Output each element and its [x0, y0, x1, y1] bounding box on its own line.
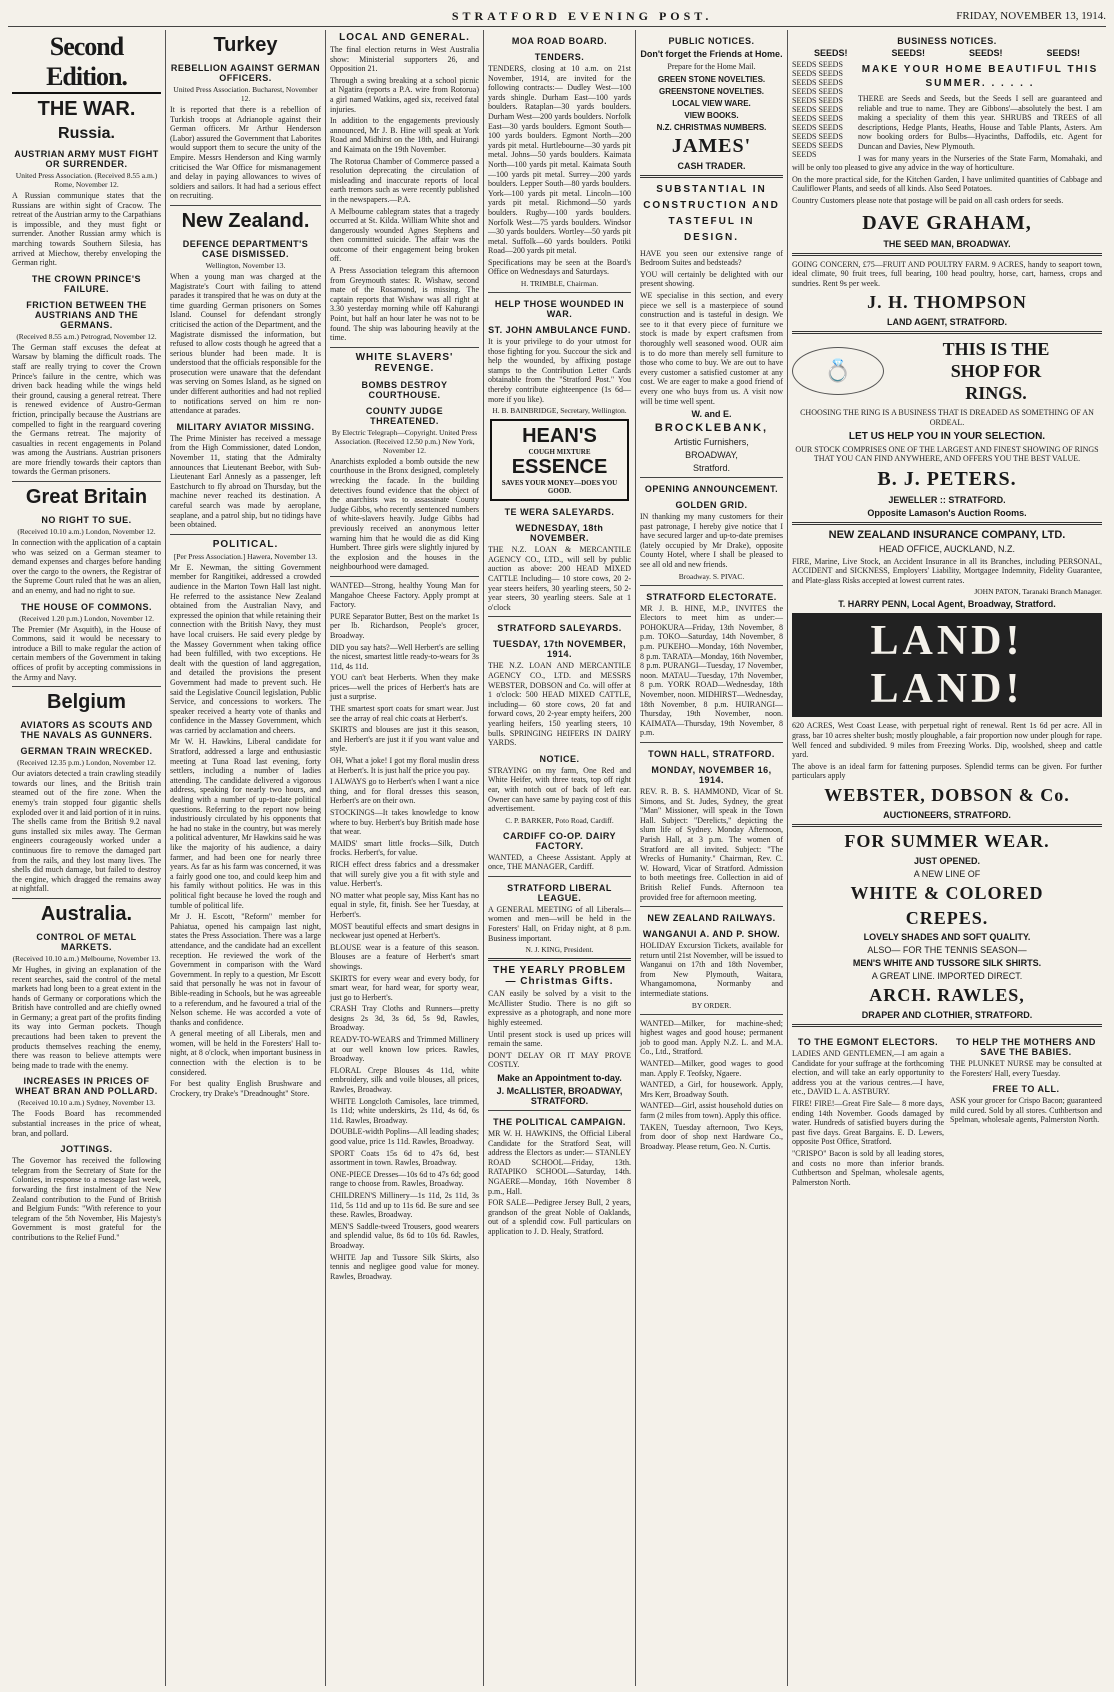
classified-ad: READY-TO-WEARS and Trimmed Millinery at our well known low prices. Rawles, Broadway.: [330, 1035, 479, 1064]
notice-heading: CARDIFF CO-OP. DAIRY FACTORY.: [502, 830, 616, 851]
ad-line: Don't forget the Friends at Home.: [640, 49, 783, 59]
column-6: [788, 30, 1106, 1686]
classified-ad: PURE Separator Butter, Best on the market 1s per lb. Richardson, People's grocer, Broadway.: [330, 611, 479, 640]
notice-body: IN thanking my many customers for their past patronage, I hereby give notice that I have secured larger and up-to-date premises (lately occupied by Mr Drake), opposite County Hotel, where I shall be pleased to see all old and new friends.: [640, 512, 783, 570]
ad-heading: RINGS.: [965, 383, 1027, 404]
notice-heading: NEW ZEALAND RAILWAYS.: [647, 913, 776, 924]
ad-body: GOING CONCERN, £75—FRUIT AND POULTRY FARM. 9 ACRES, handy to seaport town, ideal climate, 90 fruit trees, full bearing, 100 head poultry, horse, cart, harness, crops and sundries. Rent 9s per week.: [792, 259, 1102, 288]
article-body: The Rotorua Chamber of Commerce passed a resolution deprecating the circulation of misleading and inaccurate reports of local earth tremors such as were recently published in the newspapers.—P.A.: [330, 156, 479, 204]
notice-heading: THE POLITICAL CAMPAIGN.: [493, 1117, 626, 1127]
notice-body: "CRISPO" Bacon is sold by all leading stores, and costs no more than inferior brands. Cuthbertson and Spelman, wholesale agents, Palmerston North.: [792, 1148, 944, 1187]
ad-line: THE SEED MAN, BROADWAY.: [883, 238, 1011, 249]
australia-heading: Australia.: [40, 902, 133, 925]
notice-heading: STRATFORD SALEYARDS.: [497, 623, 622, 634]
article-body: A Press Association telegram this afternoon from Greymouth states: R. Wishaw, second mate of the Rosamond, is missing. The captain reports that Wishaw was all right at 3.30 yesterday morning while off Kahurangi Point, but half an hour later he was not to be found. The ship was labouring heavily at the time.: [330, 266, 479, 343]
local-general-heading: LOCAL AND GENERAL.: [339, 32, 470, 43]
article-body: The Premier (Mr Asquith), in the House of Commons, said it would be necessary to introduce a Bill to make regular the action of certain members of the Government in taking offices of profit by accepting commissions in the Army and Navy.: [12, 624, 161, 682]
signature: H. B. BAINBRIDGE, Secretary, Wellington.: [492, 406, 627, 416]
ad-line: ALSO— FOR THE TENNIS SEASON—: [867, 945, 1027, 956]
article-body: The German staff excuses the defeat at Warsaw by blaming the difficult roads. The staff are really trying to cover the Crown Prince's failure in the centre, which was driven back heading while the wings held their ground, causing a general retreat. There is renewed evidence of Austro-German friction, principally because the Austrians are compelled to fight in the rearguard covering the Germans retreat. The majority of casualties in recent engagements in Poland was among the Austrians. Austrian prisoners are more friendly towards their captors than towards the German prisoners.: [12, 342, 161, 477]
ad-line: MEN'S WHITE AND TUSSORE SILK SHIRTS.: [852, 958, 1042, 969]
column-5: [636, 30, 788, 1686]
seeds-label: SEEDS!: [891, 48, 925, 58]
notice-heading: TO HELP THE MOTHERS AND SAVE THE BABIES.: [956, 1037, 1096, 1058]
ad-line: LAND AGENT, STRATFORD.: [887, 317, 1007, 328]
ad-body: THERE are Seeds and Seeds, but the Seeds I sell are guaranteed and reliable and true to name. They are Gibbons'—absolutely the best. I am making a speciality of them this year. SHRUBS and TREES of all descriptions, Hedge Plants, Heaths, House and Table Plants, Asters. Am now booking orders for Bulbs—Hyacinths, Daffodils, etc. Agent for Duncan and Davies, New Plymouth.: [858, 94, 1102, 151]
ad-line: N.Z. CHRISTMAS NUMBERS.: [656, 122, 767, 132]
business-notices-heading: BUSINESS NOTICES.: [897, 36, 997, 46]
notice-body: FOR SALE—Pedigree Jersey Bull, 2 years, grandson of the great Noble of Oaklands, out of a splendid cow. Full particulars on application to J. D. Healy, Stratford.: [488, 1198, 631, 1236]
seeds-label: SEEDS!: [1046, 48, 1080, 58]
ad-line: LOVELY SHADES AND SOFT QUALITY.: [863, 932, 1031, 943]
ad-body: WE specialise in this section, and every piece we sell is a masterpiece of sound construction and is tasteful in design. We see to it that every piece of furniture we stock is made by expert craftsmen from thoroughly well seasoned wood. OUR aim is to do more than merely sell furniture to those who come to buy. We are out to have every customer a satisfied customer at any cost. We are eager to make a good friend of every one who buys from us. A visit now will be time well spent.: [640, 290, 783, 406]
signature: Broadway. S. PIVAC.: [678, 571, 745, 581]
ad-line: A NEW LINE OF: [913, 869, 981, 880]
notice-emphasis: Make an Appointment to-day.: [497, 1073, 622, 1083]
ad-line: HEAD OFFICE, AUCKLAND, N.Z.: [878, 543, 1016, 554]
dateline: (Received 10.10 a.m.) Melbourne, November 13.: [12, 953, 161, 963]
notice-body: MR W. H. HAWKINS, the Official Liberal Candidate for the Stratford Seat, will address the Electors as under:— STANLEY ROAD SCHOOL—Friday, 13th. RATAPIKO SCHOOL—Saturday, 14th. NGAERE—Monday, 16th November 8 p.m., Hall.: [488, 1129, 631, 1196]
column-3: [326, 30, 484, 1686]
ad-brand: CASH TRADER.: [677, 160, 746, 171]
notice-body: HOLIDAY Excursion Tickets, available for return until 21st November, will be issued to Wanganui on 17th and 18th November, from New Plymouth, Waitara, Whangamomona, Normanby and intermediate stations.: [640, 941, 783, 999]
notice-body: DON'T DELAY OR IT MAY PROVE COSTLY.: [488, 1050, 631, 1070]
dateline: United Press Association. (Received 8.55 a.m.) Rome, November 12.: [15, 171, 158, 189]
article-body: Mr Hughes, in giving an explanation of the recent searches, said the control of the metal markets had long been to a great extent in the hands of Germany or corporations which the British have controlled and are chiefly owned in Germany; a great part of the profits finding its way into German pockets. Though precautions had been taken to prevent the products themselves reaching the enemy, there was reason to believe attempts were being made to trade with the enemy.: [12, 964, 161, 1070]
classified-ad: CHILDREN'S Millinery—1s 11d, 2s 11d, 3s 11d, 5s 11d and up to 11s 6d. Be sure and see these. Rawles, Broadway.: [330, 1190, 479, 1220]
classified-ad: RICH effect dress fabrics and a dressmaker that will surely give you a fit with style and value. Herbert's.: [330, 859, 479, 889]
classified-ad: TAKEN, Tuesday afternoon, Two Keys, from door of shop next Hardware Co., Broadway. Please return, Geo. N. Curtis.: [640, 1122, 783, 1151]
bottom-notices: [792, 1031, 1102, 1189]
ad-body: The above is an ideal farm for fattening purposes. Splendid terms can be given. For further particulars apply: [792, 761, 1102, 781]
notice-body: REV. R. B. S. HAMMOND, Vicar of St. Simons, and St. Judes, Sydney, the great "Man" Missioner, will speak in the Town Hall. Subject: "Derelicts," depicting the slum life of Sydney. Monday Afternoon, Parish Hall, at 3 p.m. The women of Stratford are all invited. Subject: "The Wrecks of Humanity." Chairman, Rev. C. W. Howard, Vicar of Stratford. Admission to both meetings free. Collection in aid of British Relief Funds. Afternoon tea provided free for afternoon meeting.: [640, 786, 783, 902]
ad-brand: ARCH. RAWLES,: [869, 985, 1025, 1006]
article-body: In connection with the application of a captain who was seized on a German steamer to demand expenses and charges before handing over the cargo to the owners, the Registrar of the Supreme Court ruled that he was an alien, and an enemy, and had no right to sue.: [12, 538, 161, 596]
ad-heading: LET US HELP YOU IN YOUR SELECTION.: [848, 430, 1046, 442]
bottom-right: [950, 1031, 1102, 1189]
issue-date: FRIDAY, NOVEMBER 13, 1914.: [956, 10, 1106, 22]
ad-body: FIRE, Marine, Live Stock, an Accident Insurance in all its Branches, including PERSONAL, ACCIDENT and SICKNESS, Employers' Liability, Mortgagee Indemnity, Fidelity Guarantee, and Plate-glass Risks accepted at lowest current rates.: [792, 556, 1102, 585]
notice-heading: WEDNESDAY, 18th NOVEMBER.: [515, 523, 604, 544]
article-headline: FRICTION BETWEEN THE AUSTRIANS AND THE GERMANS.: [26, 299, 147, 330]
notice-body: ASK your grocer for Crispo Bacon; guaranteed mild cured. Sold by all stores. Cuthbertson and Spelman, wholesale agents, Palmerston North.: [950, 1096, 1102, 1125]
notice-heading: TENDERS.: [534, 52, 585, 62]
ad-brand: ESSENCE: [511, 456, 608, 479]
ad-brand: HEAN'S: [522, 425, 597, 448]
article-body: It is reported that there is a rebellion of Turkish troops at Adrianople against their German officers. Mr Arthur Henderson (Labor) assured the Government that Laborites would support them to secure the unity of the Empire. Messrs Henderson and King warmly criticised the War Office for mismanagement and delay in paying allowances to wives of soldiers and sailors. It had had a serious effect on recruiting.: [170, 105, 321, 201]
ad-body: On the more practical side, for the Kitchen Garden, I have unlimited quantities of Cabbage and Cauliflower Plants, and seeds of all kinds. Also Seed Potatoes.: [792, 174, 1102, 194]
article-body: A general meeting of all Liberals, men and women, will be held in the Foresters' Hall to-night, at 8 o'clock, when important business in connection with the election is to be considered.: [170, 1029, 321, 1077]
ad-slogan: SAVES YOUR MONEY—DOES YOU GOOD.: [501, 479, 618, 496]
notice-heading: HELP THOSE WOUNDED IN WAR.: [494, 299, 625, 320]
masthead: [8, 6, 1106, 27]
ad-line: GREEN STONE NOVELTIES.: [657, 74, 766, 84]
notice-body: THE N.Z. LOAN & MERCANTILE AGENCY CO., LTD., will sell by public auction as above: 200 HEAD MIXED CATTLE Including— 10 store cows, 20 2-year steers heifers, 30 yearling steers, 50 2-year steers, 30 yearling steers. Sale at 1 o'clock: [488, 545, 631, 612]
ad-heading: SUBSTANTIAL IN CONSTRUCTION AND TASTEFUL IN DESIGN.: [643, 183, 780, 243]
classified-ad: WHITE Jap and Tussore Silk Skirts, also tennis and negligee good value for money. Rawles, Broadway.: [330, 1252, 479, 1281]
signature: J. McALLISTER, BROADWAY, STRATFORD.: [496, 1086, 623, 1106]
classified-ad: FLORAL Crepe Blouses 4s 11d, white embroidery, silk and voile blouses, all prices, Rawles, Broadway.: [330, 1065, 479, 1095]
ad-heading: FOR SUMMER WEAR.: [844, 831, 1050, 852]
ad-line: Artistic Furnishers,: [674, 437, 749, 448]
article-headline: DEFENCE DEPARTMENT'S CASE DISMISSED.: [182, 238, 309, 259]
article-headline: MILITARY AVIATOR MISSING.: [176, 421, 315, 432]
great-britain-heading: Great Britain: [25, 486, 148, 509]
classified-ad: BLOUSE wear is a feature of this season. Blouses are a feature of Herbert's smart showings.: [330, 942, 479, 971]
dateline: (Received 10.10 a.m.) Sydney, November 13.: [18, 1098, 155, 1108]
notice-body: FIRE! FIRE!—Great Fire Sale— 8 more days, ending 14th November. Goods damaged by water. Hundreds of satisfied buyers during the past five days. Great Bargains. E. D. Lewers, opposite Post Office, Stratford.: [792, 1099, 944, 1147]
classified-ad: WHITE Longcloth Camisoles, lace trimmed, 1s 11d; white underskirts, 2s 11d, 4s 6d, 6s 11d. Rawles, Broadway.: [330, 1096, 479, 1125]
classified-ad: WANTED—Milker, good wages to good man. Apply F. Teofsky, Ngaere.: [640, 1059, 783, 1078]
article-body: In addition to the engagements previously announced, Mr J. B. Hine will speak at York Road and Midhirst on the 18th, and Huirangi and Kaimata on the 19th November.: [330, 116, 479, 154]
article-body: Mr W. H. Hawkins, Liberal candidate for Stratford, addressed a large and enthusiastic meeting at Tuna Road last evening, forty settlers, including a number of ladies attending. The candidate delivered a vigorous address, speaking for nearly two hours, and dealing with a number of up-to-date political questions. Referring to the report now being industriously circulated by his opponents that he had no stake in the country, but was merely a political adventurer, Mr Hawkins said he was like the majority of his audience, a dairy farmer, and had been one for nearly three years. As far as his farm was concerned, it was a fairly good one too, and could keep him and his family without politics. He was in this political fight because he loved the rough and tumble of political life.: [170, 737, 321, 910]
ad-brand: W. and E.: [691, 409, 732, 420]
classified-ad: MEN'S Saddle-tweed Trousers, good wearers and splendid value, 8s 6d to 10s 6d. Rawles, Broadway.: [330, 1221, 479, 1250]
article-body: Mr E. Newman, the sitting Government member for Rangitikei, addressed a crowded audience in the Marton Town Hall last night. He referred to the assistance New Zealand obtained from the Australian Navy, and expressed the opinion that while retaining their connection with the British Navy, they must have local cruisers. He said every pledge by the Massey Government when taking office had been fulfilled, with two exceptions. He dealt with the question of land aggregation, and detailed the provisions the present Government had made to prevent such. He said the Legislative Council legislation, Public Service, and concessions to workers. The speaker received a hearty vote of thanks and confidence in the Massey Government, which was carried by acclamation and cheers.: [170, 562, 321, 735]
new-zealand-heading: New Zealand.: [181, 209, 310, 232]
notice-body: THE PLUNKET NURSE may be consulted at the Foresters' Hall, every Tuesday.: [950, 1059, 1102, 1078]
notice-heading: WANGANUI A. AND P. SHOW.: [642, 929, 781, 940]
seeds-header: [792, 48, 1102, 58]
ad-line: JUST OPENED.: [913, 856, 980, 867]
notice-body: STRAYING on my farm, One Red and White Heifer, with three teats, top off right ear, with notch out of back of left ear. Owner can have same by paying cost of this advertisement.: [488, 765, 631, 814]
seeds-label: SEEDS!: [968, 48, 1003, 58]
classified-ad: DOUBLE-width Poplins—All leading shades; good value, price 1s 11d. Rawles, Broadway.: [330, 1127, 479, 1146]
article-body: When a young man was charged at the Magistrate's Court with failing to attend parades it transpired that he was on duty at the time guarding German prisoners on Somes Island. Counsel for defendant strongly criticised the action of the Department, and the Magistrate dismissed the information, but refused to allow costs though he agreed that a serious blunder had been made. It is understood that the officials responsible for the prosecution were unaware that the defendant was serving on Somes Island, as he signed on under different authorities and had not replied to notifications served on him re non-attendance at parades.: [170, 271, 321, 416]
column-4: [484, 30, 636, 1686]
notice-heading: NOTICE.: [539, 753, 580, 764]
classified-ad: STOCKINGS—It takes knowledge to know where to buy. Herbert's buy British made hose that wear.: [330, 808, 479, 837]
column-1: [8, 30, 166, 1686]
dateline: [Per Press Association.] Hawera, November 13.: [173, 551, 318, 561]
ad-line: DRAPER AND CLOTHIER, STRATFORD.: [861, 1010, 1033, 1021]
ad-line: GREENSTONE NOVELTIES.: [658, 86, 765, 96]
signature: JOHN PATON, Taranaki Branch Manager.: [974, 587, 1102, 597]
ad-body: Country Customers please note that postage will be paid on all cash orders for seeds.: [792, 195, 1064, 205]
ad-line: A GREAT LINE. IMPORTED DIRECT.: [871, 971, 1023, 982]
article-body: Anarchists exploded a bomb outside the new courthouse in the Bronx designed, completely wrecking the facade. In the building detectives found evidence that the object of the anarchists was to assassinate County Judge Gibbs, who recently sentenced numbers of white-slavers heavily. Judge Gibbs had previously received an anonymous letter warning him that he would die as did King Humbert. Three girls were slightly injured by the explosion and the houses in the neighbourhood were damaged.: [330, 456, 479, 572]
notice-body: CAN easily be solved by a visit to the McAllister Studio. There is no gift so expressive as a photograph, and none more highly esteemed.: [488, 989, 631, 1028]
notice-heading: MOA ROAD BOARD.: [511, 36, 608, 46]
ad-body: YOU will certainly be delighted with our present showing.: [640, 269, 783, 289]
article-headline: AVIATORS AS SCOUTS AND THE NAVALS AS GUNNERS.: [20, 720, 153, 741]
ring-icon: 💍: [792, 347, 884, 395]
article-headline: THE HOUSE OF COMMONS.: [20, 601, 152, 612]
article-body: A Melbourne cablegram states that a tragedy occurred at St. Kilda. William White shot and dangerously wounded Agnes Stephens and then committed suicide. The affair was the outcome of their engagement being broken off.: [330, 206, 479, 264]
ad-line: Stratford.: [692, 463, 730, 474]
notice-body: It is your privilege to do your utmost for those fighting for you. Succour the sick and help the wounded, by affixing postage stamps to the Contribution Letter Cards obtainable from the "Stratford Post." You thereby contribute eighteenpence (1s 6d—more if you like).: [488, 337, 631, 404]
notice-heading: FREE TO ALL.: [992, 1084, 1060, 1095]
seeds-column: SEEDS SEEDS SEEDS SEEDS SEEDS SEEDS SEEDS SEEDS SEEDS SEEDS SEEDS SEEDS SEEDS SEEDS SEEDS SEEDS SEEDS SEEDS SEEDS SEEDS SEEDS: [792, 60, 843, 159]
ad-line: Prepare for the Home Mail.: [667, 62, 756, 71]
notice-body: Until present stock is used up prices will remain the same.: [488, 1029, 631, 1049]
ad-heading: WHITE & COLORED: [850, 883, 1044, 904]
classified-ad: NO matter what people say, Miss Kant has no equal in style, fit, finish. See her Tuesday, at Herbert's.: [330, 890, 479, 919]
article-headline: JOTTINGS.: [60, 1144, 113, 1155]
ad-line: T. HARRY PENN, Local Agent, Broadway, Stratford.: [838, 599, 1056, 610]
war-heading: THE WAR.: [37, 98, 136, 120]
classified-ad: WANTED—Milker, for machine-shed; highest wages and good house; permanent job to good man. Apply N.Z. L. and M.A. Co., Ltd., Stratford.: [640, 1018, 783, 1057]
ad-line: JEWELLER :: STRATFORD.: [888, 494, 1006, 505]
notice-body: TENDERS, closing at 10 a.m. on 21st November, 1914, are invited for the following contracts:— Dudley West—100 yards shingle. Durham East—100 yards boulders. Rataplan—30 yards boulders. Durham West—200 yards boulders. Norfolk East—30 yards boulders. Egmont South—100 yards boulders. Egmont North—200 yards pit metal. Hurtlebourne—30 yards pit metal. Johns—50 yards boulders. Kaimata North—100 yards pit metal. Kaimata South—100 yards pit metal. Surrey—200 yards boulders. Lepper South—80 yards boulders. York—100 yards pit metal. Lincoln—100 yards pit metal. Richmond—50 yards boulders. Rugby—100 yards boulders. Norfolk West—75 yards boulders. Windsor—30 yards boulders. Wortley—50 yards pit metal. Suffolk—60 yards boulders. Potiki Road—200 yards pit metal.: [488, 64, 631, 256]
classified-ad: OH, What a joke! I got my floral muslin dress at Herbert's. It is just half the price you pay.: [330, 756, 479, 775]
dateline: United Press Association. Bucharest, November 12.: [173, 85, 318, 103]
article-headline: NO RIGHT TO SUE.: [41, 515, 132, 526]
notice-heading: ST. JOHN AMBULANCE FUND.: [488, 325, 631, 336]
article-body: The Governor has received the following telegram from the Secretary of State for the Colonies, in response to a message last week, forwarding the first instalment of the New Zealand contribution to the Fund of British and Belgium Funds: "With reference to your telegram of the 5th November, His Majesty's Government is most grateful for the contributions to the Relief Fund.": [12, 1156, 161, 1242]
article-headline: WHITE SLAVERS' REVENGE.: [355, 351, 454, 374]
notice-body: MR J. B. HINE, M.P., INVITES the Electors to meet him as under:— POHOKURA—Friday, 13th November, 8 p.m. TOKO—Saturday, 14th November, 8 p.m. PUKEHO—Monday, 16th November, 8 p.m. TARATA—Monday, 16th November, 8 p.m. PURANGI—Tuesday, 17 November, noon. MATAU—Tuesday, 17th November, 8 p.m. YORK ROAD—Wednesday, 18th November, noon. MIDHIRST—Wednesday, 18th November, 8 p.m. HUIRANGI—Thursday, 19th November, noon. KAIMATA—Thursday, 19th November, 8 p.m.: [640, 603, 783, 738]
article-body: The final election returns in West Australia show: Ministerial supporters 26, and Opposition 21.: [330, 45, 479, 74]
edition-heading: Second Edition.: [12, 32, 161, 94]
ad-brand: JAMES': [671, 134, 752, 157]
notice-heading: STRATFORD LIBERAL LEAGUE.: [507, 882, 612, 903]
notice-body: LADIES AND GENTLEMEN,—I am again a Candidate for your suffrage at the forthcoming election, and will take an early opportunity to address you at the various centres.—I have, etc., DAVID L. A. ASTBURY.: [792, 1049, 944, 1097]
notice-heading: TO THE EGMONT ELECTORS.: [797, 1037, 939, 1048]
ad-body: CHOOSING THE RING IS A BUSINESS THAT IS DREADED AS SOMETHING OF AN ORDEAL.: [800, 408, 1094, 427]
article-headline: CONTROL OF METAL MARKETS.: [36, 931, 137, 952]
political-heading: POLITICAL.: [212, 538, 279, 550]
article-headline: INCREASES IN PRICES OF WHEAT BRAN AND POLLARD.: [15, 1076, 158, 1097]
bottom-left: [792, 1031, 944, 1189]
ad-brand: J. H. THOMPSON: [867, 292, 1027, 313]
signature: H. TRIMBLE, Chairman.: [520, 279, 599, 289]
notice-body: A GENERAL MEETING of all Liberals—women and men—will be held in the Foresters' Hall, on Friday night, at 8 p.m. Business important.: [488, 904, 631, 943]
article-body: For best quality English Brushware and Crockery, try Drake's "Dreadnought" Store.: [170, 1079, 321, 1098]
ad-heading: MAKE YOUR HOME BEAUTIFUL THIS SUMMER. . . . . .: [861, 64, 1099, 89]
article-body: The Foods Board has recommended substantial increases in the price of wheat, bran, and pollard.: [12, 1109, 161, 1138]
ad-heading: THIS IS THE: [942, 339, 1050, 360]
notice-heading: TUESDAY, 17th NOVEMBER, 1914.: [492, 639, 627, 660]
dateline: (Received 1.20 p.m.) London, November 12.: [19, 613, 154, 623]
article-body: Our aviators detected a train crawling steadily towards our lines, and the British train steamed out of the fire zone. When the enemy's train stopped four gigantic shells exploded over it and laid portion of it in ruins. The shells came from the British 9.2 naval guns installed six miles away. The German engineers courageously worked under a continuous fire to remove the damaged part from the rails, and they lost many lives. The shells did much damage, but failed to destroy the engine, which dragged the remains away at nightfall.: [12, 769, 161, 894]
dateline: (Received 10.10 a.m.) London, November 12.: [17, 527, 156, 537]
turkey-heading: Turkey: [213, 34, 278, 56]
article-headline: THE CROWN PRINCE'S FAILURE.: [31, 273, 142, 294]
ad-brand: WEBSTER, DOBSON & Co.: [824, 785, 1070, 806]
article-body: Through a swing breaking at a school picnic at Ngatira (reports a P.A. wire from Rotorua) a girl named Watkins, aged six, received fatal injuries.: [330, 75, 479, 114]
notice-heading: TE WERA SALEYARDS.: [504, 507, 615, 518]
seeds-label: SEEDS!: [813, 48, 848, 58]
ad-line: AUCTIONEERS, STRATFORD.: [883, 810, 1011, 821]
dateline: By Electric Telegraph—Copyright. United Press Association. (Received 12.50 p.m.) New York, November 12.: [331, 427, 478, 455]
ad-brand: DAVE GRAHAM,: [862, 211, 1032, 234]
newspaper-title: STRATFORD EVENING POST.: [451, 8, 713, 23]
dateline: (Received 12.35 p.m.) London, November 12.: [17, 758, 156, 768]
signature: N. J. KING, President.: [525, 945, 594, 955]
notice-heading: OPENING ANNOUNCEMENT.: [644, 484, 779, 495]
classified-ad: WANTED, a Girl, for housework. Apply, Mrs Kerr, Broadway South.: [640, 1080, 783, 1099]
notice-heading: MONDAY, NOVEMBER 16, 1914.: [651, 764, 772, 785]
ad-brand: BROCKLEBANK,: [654, 422, 769, 435]
classified-ad: THE smartest sport coats for smart wear. Just see the array of real chic coats at Herbert's.: [330, 704, 479, 723]
ad-brand: B. J. PETERS.: [877, 467, 1017, 490]
notice-body: Specifications may be seen at the Board's Office on Wednesdays and Saturdays.: [488, 257, 631, 277]
signature: BY ORDER.: [691, 1000, 732, 1010]
classified-ad: WANTED—Girl, assist household duties on farm (2 miles from town). Apply this office.: [640, 1101, 783, 1120]
notice-heading: GOLDEN GRID.: [675, 500, 748, 511]
ad-line: Opposite Lamason's Auction Rooms.: [867, 507, 1027, 518]
column-2: [166, 30, 326, 1686]
ad-heading: CREPES.: [905, 908, 989, 929]
classified-ad: SPORT Coats 15s 6d to 47s 6d, best assortment in town. Rawles, Broadway.: [330, 1148, 479, 1168]
article-headline: BOMBS DESTROY COURTHOUSE.: [361, 379, 448, 400]
ad-body: OUR STOCK COMPRISES ONE OF THE LARGEST AND FINEST SHOWING OF RINGS THAT YOU CAN FIND ANYWHERE, AND OFFERS YOU THE BEST VALUE.: [795, 444, 1099, 464]
article-body: A Russian communique states that the Russians are within sight of Cracow. The retreat of the Austrian army to the Carpathians is impossible, and they must fight or surrender. Another Russian army which is marching towards Southern Silesia, has arrived at Miechow, thereby enveloping the German right.: [12, 191, 161, 268]
seeds-ad: [792, 60, 1102, 208]
classified-ad: SKIRTS for every wear and every body, for smart wear, for hard wear, for sporty wear, just go to Herbert's.: [330, 973, 479, 1002]
classified-ad: MAIDS' smart little frocks—Silk, Dutch frocks. Herbert's, for value.: [330, 838, 479, 858]
land-headline: LAND! LAND!: [792, 613, 1102, 717]
classified-ad: MOST beautiful effects and smart designs in neckwear just opened at Herbert's.: [330, 921, 479, 941]
article-body: Mr J. H. Escott, "Reform" member for Pahiatua, opened his campaign last night, states the Press Association. There was a large attendance, and the candidate had an excellent reception. He reviewed the work of the Government in comparison with the Ward Government. In reply to a question, Mr Escott said that personally he was not in favour of Bible-reading in Schools, but he was agreeable to a referendum, and he favoured a trial of the Nelson scheme. He was accorded a vote of thanks and confidence.: [170, 912, 321, 1027]
ad-line: COUGH MIXTURE: [528, 448, 591, 457]
signature: C. P. BARKER, Poto Road, Cardiff.: [505, 815, 614, 825]
dateline: Wellington, November 13.: [205, 260, 286, 270]
ad-line: LOCAL VIEW WARE.: [672, 98, 751, 108]
belgium-heading: Belgium: [47, 691, 126, 714]
ad-body: 620 ACRES, West Coast Lease, with perpetual right of renewal. Rent 1s 6d per acre. All in grass, bar 10 acres shelter bush; mostly ploughable, a fair proportion now under plough for rape. Well fenced and subdivided. 9 miles from Freezing Works. Dip, woolshed, sheep and cattle yard.: [792, 721, 1102, 760]
classified-ad: CRASH Tray Cloths and Runners—pretty designs 2s 3d, 3s 6d, 5s 9d, Rawles, Broadway.: [330, 1004, 479, 1033]
ad-brand: NEW ZEALAND INSURANCE COMPANY, LTD.: [828, 528, 1066, 541]
classified-ad: DID you say hats?—Well Herbert's are selling the nicest, smartest little ready-to-wears for 3s 11d, 4s 11d.: [330, 642, 479, 671]
notice-heading: THE YEARLY PROBLEM— Christmas Gifts.: [493, 965, 626, 988]
notice-heading: STRATFORD ELECTORATE.: [646, 591, 777, 602]
rings-headline: [890, 338, 1102, 404]
ad-line: BROADWAY,: [685, 450, 738, 461]
article-headline: REBELLION AGAINST GERMAN OFFICERS.: [170, 63, 321, 83]
article-body: The Prime Minister has received a message from the High Commissioner, dated London, November 11, stating that the Admiralty announces that Lieutenant Beebor, with Sub-Lieutenant Earl Annesly as a passenger, left Eastchurch to fly abroad on Thursday, but the machine never reached its destination. A careful search was made by aeroplane, seaplane, and a patrol ship, but no tidings have been obtained.: [170, 433, 321, 530]
ad-line: VIEW BOOKS.: [684, 110, 739, 120]
notice-heading: PUBLIC NOTICES.: [668, 36, 755, 46]
dateline: (Received 8.55 a.m.) Petrograd, November 12.: [16, 331, 157, 341]
notice-body: THE N.Z. LOAN AND MERCANTILE AGENCY CO., LTD. and MESSRS WEBSTER, DOBSON and Co. will offer at 1 o'clock: 500 HEAD MIXED CATTLE, including— 60 store cows, 20 fat and forward cows, 20 2-year empty heifers, 200 yearling heifers, 150 yearling steers, 10 bulls. SPRINGING HEIFERS IN DAIRY YARDS.: [488, 661, 631, 748]
article-headline: COUNTY JUDGE THREATENED.: [365, 405, 444, 426]
rings-ad: [792, 338, 1102, 404]
notice-body: WANTED, a Cheese Assistant. Apply at once, THE MANAGER, Cardiff.: [488, 852, 631, 872]
ad-heading: SHOP FOR: [950, 361, 1042, 382]
classified-ad: I ALWAYS go to Herbert's when I want a nice thing, and for floral dresses this season, Herbert's are on their own.: [330, 777, 479, 806]
ad-body: HAVE you seen our extensive range of Bedroom Suites and bedsteads?: [640, 248, 783, 268]
heans-essence-ad: [490, 419, 629, 501]
russia-heading: Russia.: [58, 125, 115, 142]
classified-ad: YOU can't beat Herberts. When they make prices—well the prices of Herbert's hats are just a surprise.: [330, 673, 479, 702]
classified-ad: ONE-PIECE Dresses—10s 6d to 47s 6d; good range to choose from. Rawles, Broadway.: [330, 1169, 479, 1189]
article-headline: GERMAN TRAIN WRECKED.: [20, 746, 153, 757]
notice-heading: TOWN HALL, STRATFORD.: [648, 748, 775, 759]
classified-ad: WANTED—Strong, healthy Young Man for Mangahoe Cheese Factory. Apply prompt at Factory.: [330, 580, 479, 610]
ad-body: I was for many years in the Nurseries of the State Farm, Momahaki, and will be only too pleased to give any advice in the way of horticulture.: [792, 153, 1102, 173]
classified-ad: SKIRTS and blouses are just it this season, and Herbert's are just it if you want value and style.: [330, 725, 479, 754]
article-headline: AUSTRIAN ARMY MUST FIGHT OR SURRENDER.: [14, 149, 159, 169]
